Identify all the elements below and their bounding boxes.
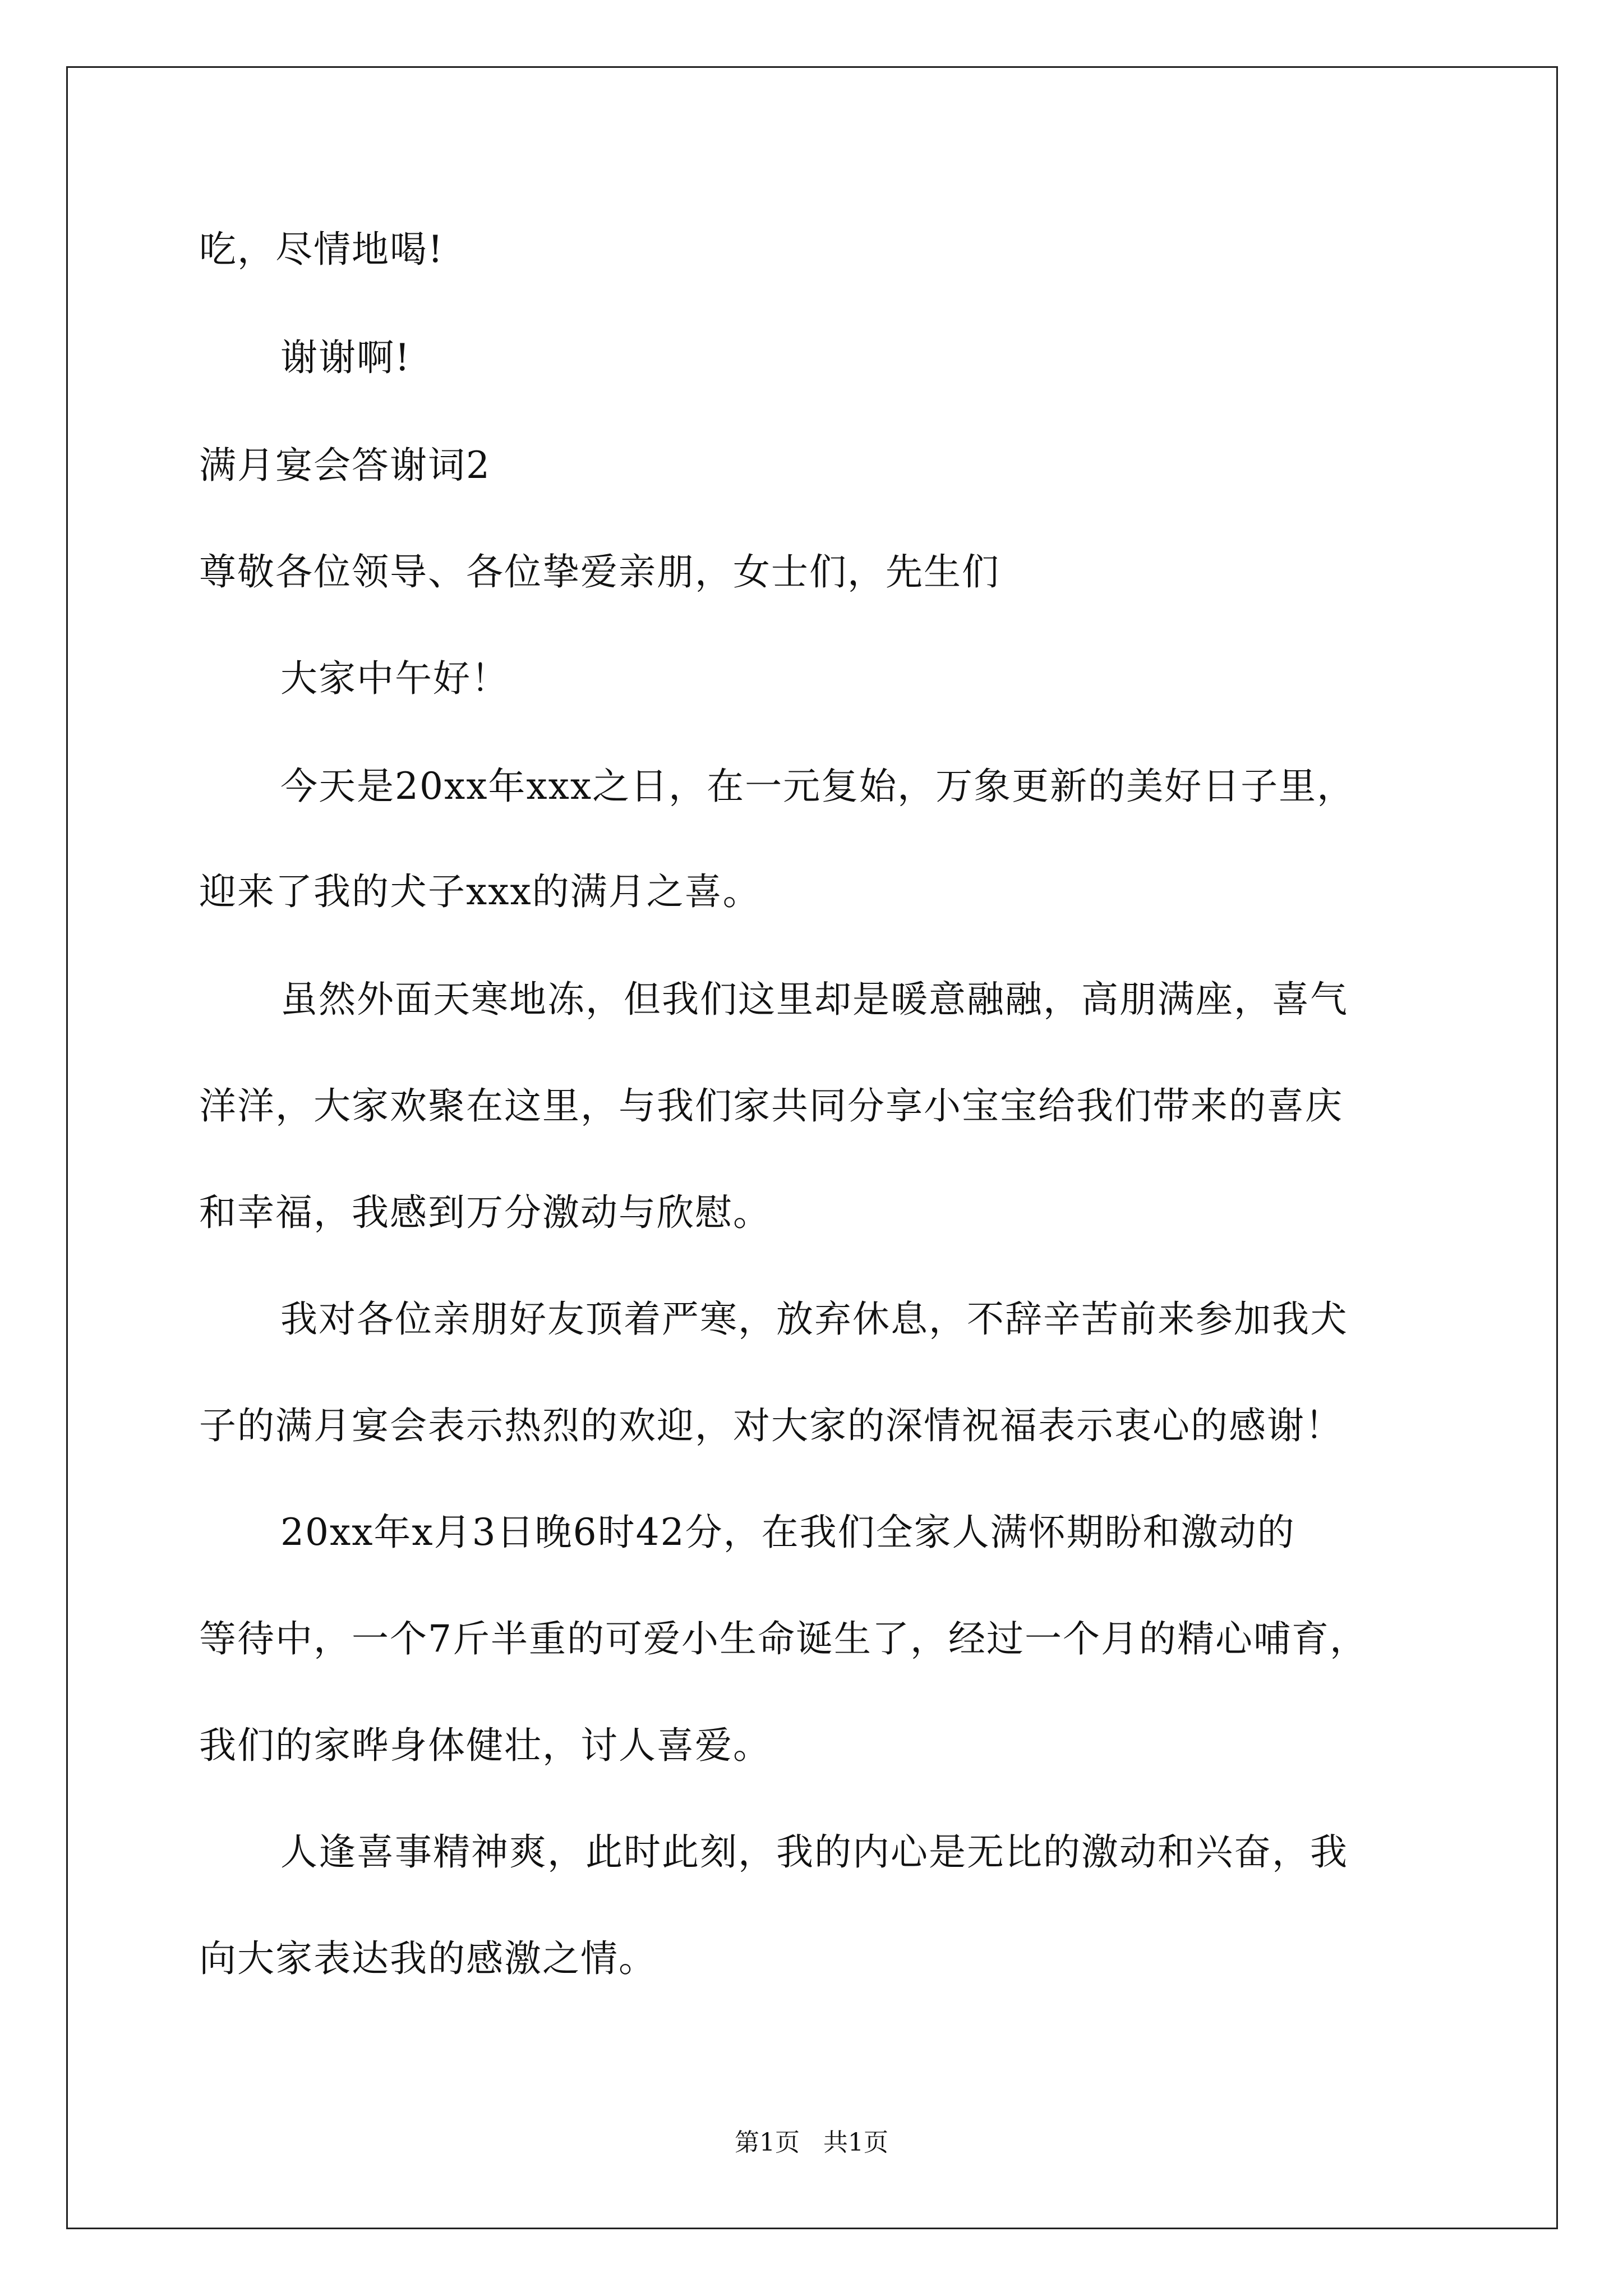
text-line: 等待中，一个7斤半重的可爱小生命诞生了，经过一个月的精心哺育， <box>199 1617 1368 1660</box>
page-number: 第1页 共1页 <box>735 2128 888 2157</box>
text-line: 虽然外面天寒地冻，但我们这里却是暖意融融，高朋满座，喜气 <box>280 978 1348 1021</box>
text-line: 迎来了我的犬子xxx的满月之喜。 <box>199 870 761 913</box>
text-line: 子的满月宴会表示热烈的欢迎，对大家的深情祝福表示衷心的感谢！ <box>199 1404 1343 1447</box>
text-line: 谢谢啊! <box>280 336 411 379</box>
text-line: 和幸福，我感到万分激动与欣慰。 <box>199 1191 771 1234</box>
greeting: 大家中午好！ <box>280 657 509 700</box>
text-line: 吃，尽情地喝! <box>199 228 444 271</box>
text-line: 今天是20xx年xxx之日，在一元复始，万象更新的美好日子里， <box>280 765 1355 808</box>
text-line: 向大家表达我的感激之情。 <box>199 1937 657 1980</box>
text-line: 我们的家晔身体健壮，讨人喜爱。 <box>199 1724 771 1767</box>
text-line: 20xx年x月3日晚6时42分，在我们全家人满怀期盼和激动的 <box>280 1511 1295 1554</box>
text-line: 人逢喜事精神爽，此时此刻，我的内心是无比的激动和兴奋，我 <box>280 1830 1348 1874</box>
text-line: 我对各位亲朋好友顶着严寒，放弃休息，不辞辛苦前来参加我犬 <box>280 1297 1348 1341</box>
page-border <box>66 66 1558 2229</box>
section-heading: 满月宴会答谢词2 <box>199 444 491 487</box>
salutation: 尊敬各位领导、各位挚爱亲朋，女士们，先生们 <box>199 550 1000 593</box>
text-line: 洋洋，大家欢聚在这里，与我们家共同分享小宝宝给我们带来的喜庆 <box>199 1084 1343 1128</box>
